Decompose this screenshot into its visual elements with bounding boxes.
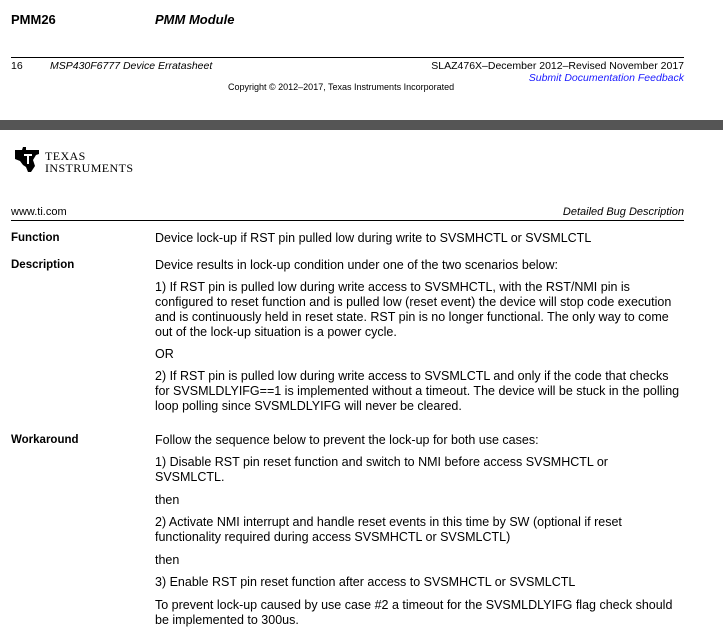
copyright: Copyright © 2012–2017, Texas Instruments Incorporated <box>228 82 455 92</box>
ti-logo-icon <box>12 146 42 174</box>
header-rule <box>11 220 684 221</box>
footer-rule <box>11 57 684 58</box>
module-title: PMM Module <box>155 12 235 27</box>
description-p3: OR <box>155 347 174 361</box>
workaround-p7: To prevent lock-up caused by use case #2 a timeout for the SVSMLDLYIFG flag check should be implemented to 300us. <box>155 598 673 627</box>
site-url[interactable]: www.ti.com <box>11 206 67 218</box>
workaround-p3: then <box>155 493 180 507</box>
description-p2: 1) If RST pin is pulled low during write access to SVSMHCTL, with the RST/NMI pin is configured to reset function and is pulled low (reset event) the device will stop code execution and is continuously held in reset state. RST pin is no longer functional. The only way to come out of the lock-up situation is a power cycle. <box>155 280 672 339</box>
function-label: Function <box>11 232 60 244</box>
description-p4: 2) If RST pin is pulled low during write access to SVSMLCTL and only if the code that checks for SVSMLDLYIFG==1 is implemented without a timeout. The device will be stuck in the polling loop polling since SVSMLDLYIFG will never be cleared. <box>155 369 680 413</box>
page-number: 16 <box>11 60 23 72</box>
section-title: Detailed Bug Description <box>562 206 684 218</box>
description-p1: Device results in lock-up condition under one of the two scenarios below: <box>155 258 558 272</box>
workaround-p2: 1) Disable RST pin reset function and switch to NMI before access SVSMHCTL or SVSMLCTL. <box>155 455 608 484</box>
erratum-id: PMM26 <box>11 12 56 27</box>
workaround-label: Workaround <box>11 434 79 446</box>
workaround-p5: then <box>155 553 180 567</box>
workaround-p1: Follow the sequence below to prevent the lock-up for both use cases: <box>155 433 539 447</box>
page-separator <box>0 120 723 130</box>
logo-line-2: INSTRUMENTS <box>45 161 134 175</box>
doc-title: MSP430F6777 Device Erratasheet <box>50 60 213 72</box>
workaround-p4: 2) Activate NMI interrupt and handle reset events in this time by SW (optional if reset functionality required during access SVSMHCTL or SVSMLCTL) <box>155 515 622 544</box>
feedback-link[interactable]: Submit Documentation Feedback <box>528 72 684 84</box>
logo-wordmark <box>45 150 133 174</box>
function-text: Device lock-up if RST pin pulled low during write to SVSMHCTL or SVSMLCTL <box>155 231 592 245</box>
description-label: Description <box>11 259 75 271</box>
workaround-p6: 3) Enable RST pin reset function after access to SVSMHCTL or SVSMLCTL <box>155 575 576 589</box>
doc-number: SLAZ476X–December 2012–Revised November 2017 <box>431 60 684 72</box>
logo-line-1: TEXAS <box>45 149 86 163</box>
